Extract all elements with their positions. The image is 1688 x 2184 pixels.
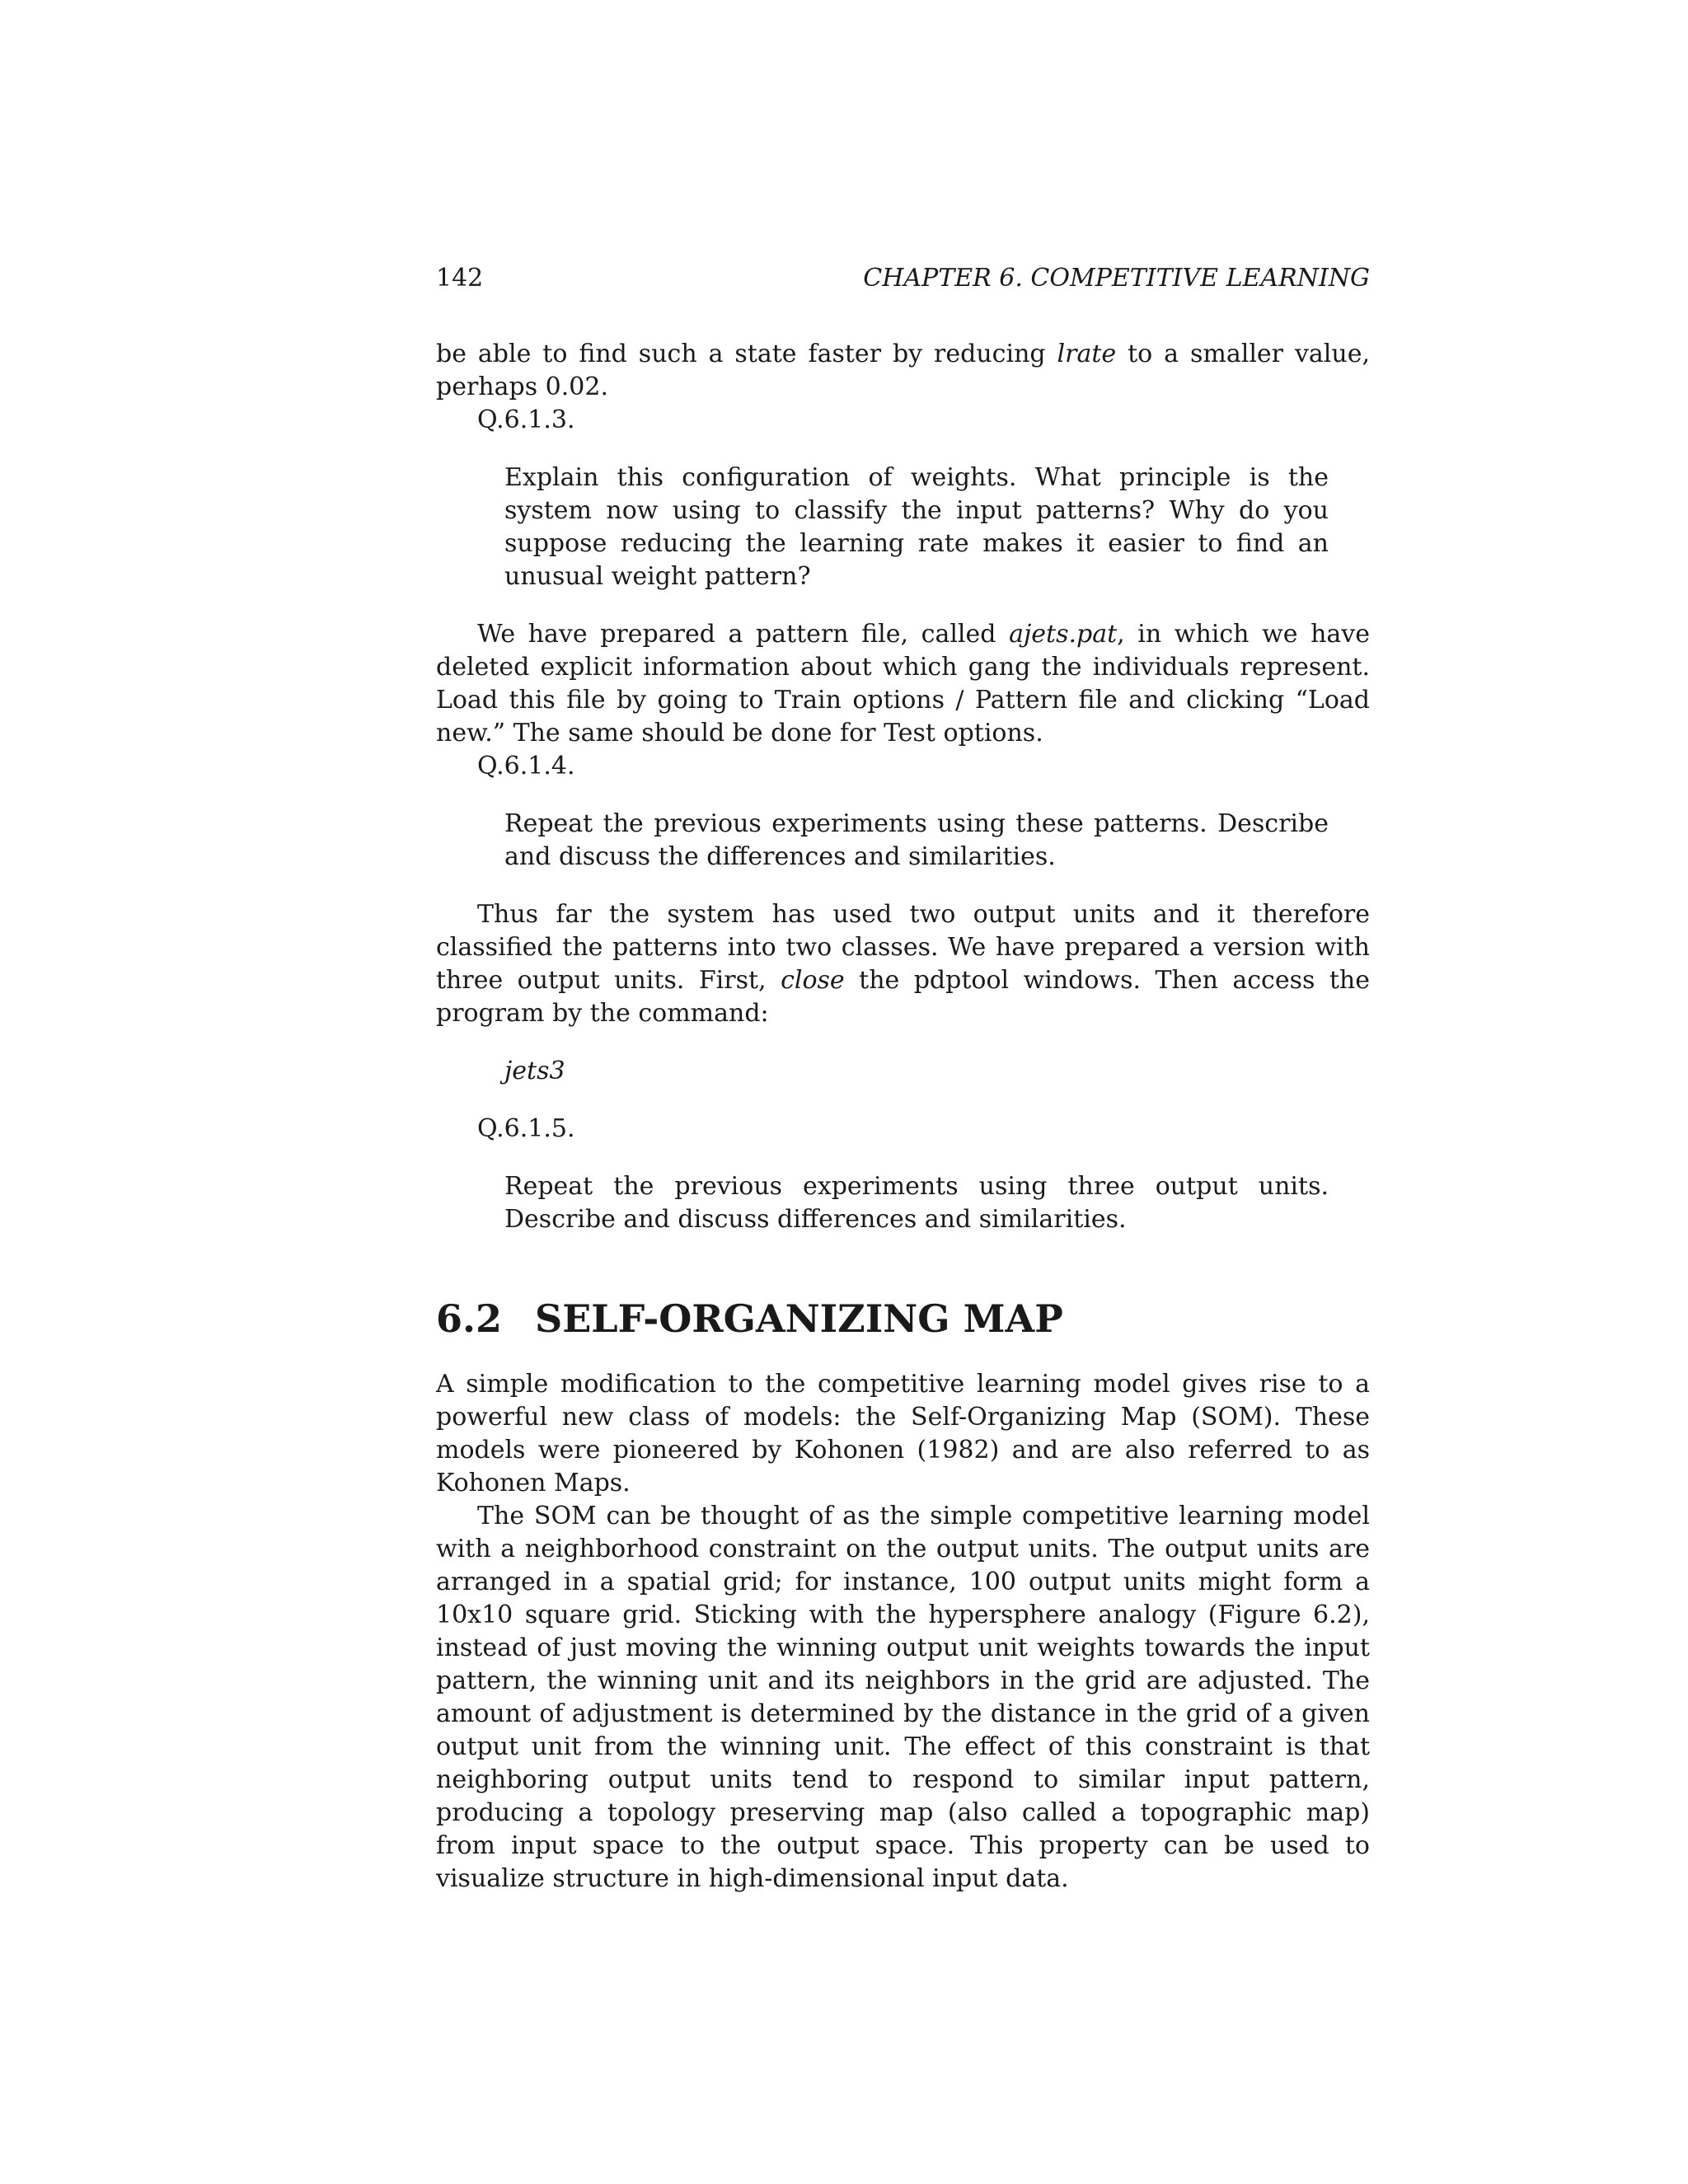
emphasis-filename: ajets.pat [1009,620,1118,649]
paragraph-lrate [436,338,1370,404]
command-jets3: jets3 [504,1057,565,1085]
emphasis-lrate: lrate [1057,340,1117,368]
page-number: 142 [436,264,484,293]
paragraph-three-units [436,898,1370,1030]
question-text-6-1-4: Repeat the previous experiments using these patterns. Describe and discuss the differences and similarities. [504,809,1329,871]
running-title: CHAPTER 6. COMPETITIVE LEARNING [863,264,1370,293]
question-label-6-1-4: Q.6.1.4. [477,752,575,780]
question-label-6-1-5: Q.6.1.5. [477,1114,575,1143]
emphasis-close: close [781,966,845,995]
paragraph-ajets [436,618,1370,750]
paragraph-text: Thus far the system has used two output units and it therefore classified the patterns into two classes. We have prepared a version with three output units. First, [436,900,1370,995]
paragraph-som-detail: The SOM can be thought of as the simple competitive learning model with a neighborhood constraint on the output units. The output units are arranged in a spatial grid; for instance, 100 output units might form a 10x10 square grid. Sticking with the hypersphere analogy (Figure 6.2), instead of just moving the winning output unit weights towards the input pattern, the winning unit and its neighbors in the grid are adjusted. The amount of adjustment is determined by the distance in the grid of a given output unit from the winning unit. The effect of this constraint is that neighboring output units tend to respond to similar input pattern, producing a topology preserving map (also called a topographic map) from input space to the output space. This property can be used to visualize structure in high-dimensional input data. [436,1502,1370,1893]
paragraph-text: the pdptool windows. Then access the program by the command: [436,966,1370,1028]
paragraph-som-intro: A simple modification to the competitive learning model gives rise to a powerful new class of models: the Self-Organizing Map (SOM). These models were pioneered by Kohonen (1982) and are also referred to as Kohonen Maps. [436,1370,1370,1497]
page-body [436,338,1370,1896]
paragraph-text: to a smaller value, perhaps 0.02. [436,340,1370,401]
section-title: SELF-ORGANIZING MAP [535,1296,1063,1341]
question-text-6-1-5: Repeat the previous experiments using three output units. Describe and discuss differences and similarities. [504,1172,1329,1234]
paragraph-text: We have prepared a pattern file, called [477,620,1010,649]
paragraph-text: be able to find such a state faster by reducing [436,340,1057,368]
question-text-6-1-3: Explain this configuration of weights. What principle is the system now using to classify the input patterns? Why do you suppose reducing the learning rate makes it easier to find an unusual weight pattern? [504,463,1329,591]
section-number: 6.2 [436,1296,503,1341]
paragraph-text: , in which we have deleted explicit information about which gang the individuals represent. Load this file by going to Train options / Pattern file and clicking “Load new.” The same should be done for Test options. [436,620,1371,748]
question-label-6-1-3: Q.6.1.3. [477,405,575,434]
section-heading [436,1294,1370,1343]
